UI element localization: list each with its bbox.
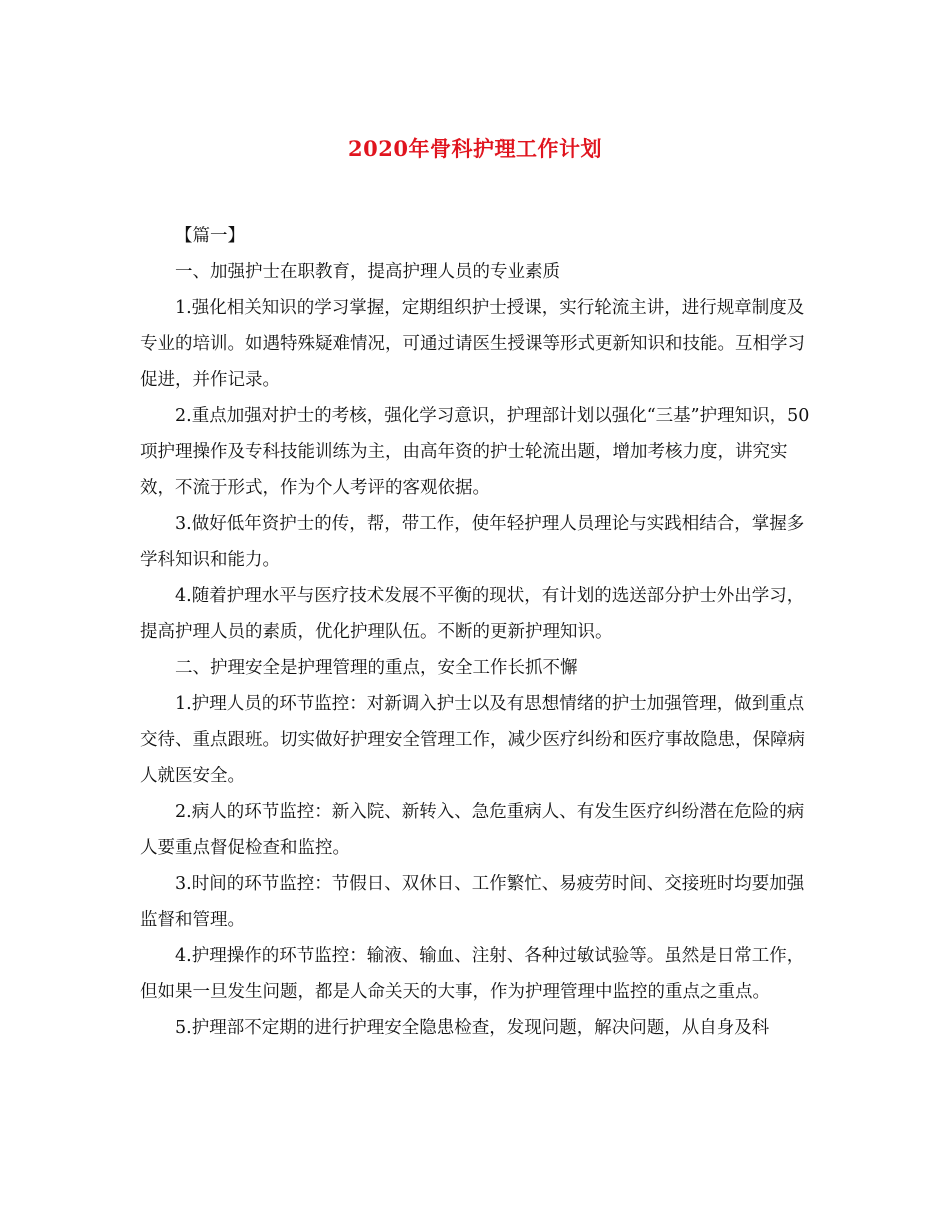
section-label: 【篇一】 [175,226,245,246]
paragraph: 5.护理部不定期的进行护理安全隐患检查，发现问题，解决问题，从自身及科 [175,1018,770,1038]
paragraph: 3.做好低年资护士的传，帮，带工作，使年轻护理人员理论与实践相结合，掌握多学科知识和能力。 [140,514,805,570]
paragraph: 1.护理人员的环节监控：对新调入护士以及有思想情绪的护士加强管理，做到重点交待、重点跟班。切实做好护理安全管理工作，减少医疗纠纷和医疗事故隐患，保障病人就医安全。 [140,694,805,786]
document-title: 2020年骨科护理工作计划 [348,136,602,161]
paragraph: 1.强化相关知识的学习掌握，定期组织护士授课，实行轮流主讲，进行规章制度及专业的培训。如遇特殊疑难情况，可通过请医生授课等形式更新知识和技能。互相学习促进，并作记录。 [140,298,805,390]
paragraph: 3.时间的环节监控：节假日、双休日、工作繁忙、易疲劳时间、交接班时均要加强监督和管理。 [140,874,805,930]
paragraph: 4.随着护理水平与医疗技术发展不平衡的现状，有计划的选送部分护士外出学习，提高护理人员的素质，优化护理队伍。不断的更新护理知识。 [140,586,805,642]
paragraph: 2.病人的环节监控：新入院、新转入、急危重病人、有发生医疗纠纷潜在危险的病人要重点督促检查和监控。 [140,802,805,858]
document-body [140,218,815,1046]
section-heading-1: 一、加强护士在职教育，提高护理人员的专业素质 [175,262,560,282]
paragraph: 4.护理操作的环节监控：输液、输血、注射、各种过敏试验等。虽然是日常工作，但如果一旦发生问题，都是人命关天的大事，作为护理管理中监控的重点之重点。 [140,946,805,1002]
paragraph: 2.重点加强对护士的考核，强化学习意识，护理部计划以强化“三基”护理知识，50项护理操作及专科技能训练为主，由高年资的护士轮流出题，增加考核力度，讲究实效，不流于形式，作为个人考评的客观依据。 [140,406,810,498]
section-heading-2: 二、护理安全是护理管理的重点，安全工作长抓不懈 [175,658,578,678]
